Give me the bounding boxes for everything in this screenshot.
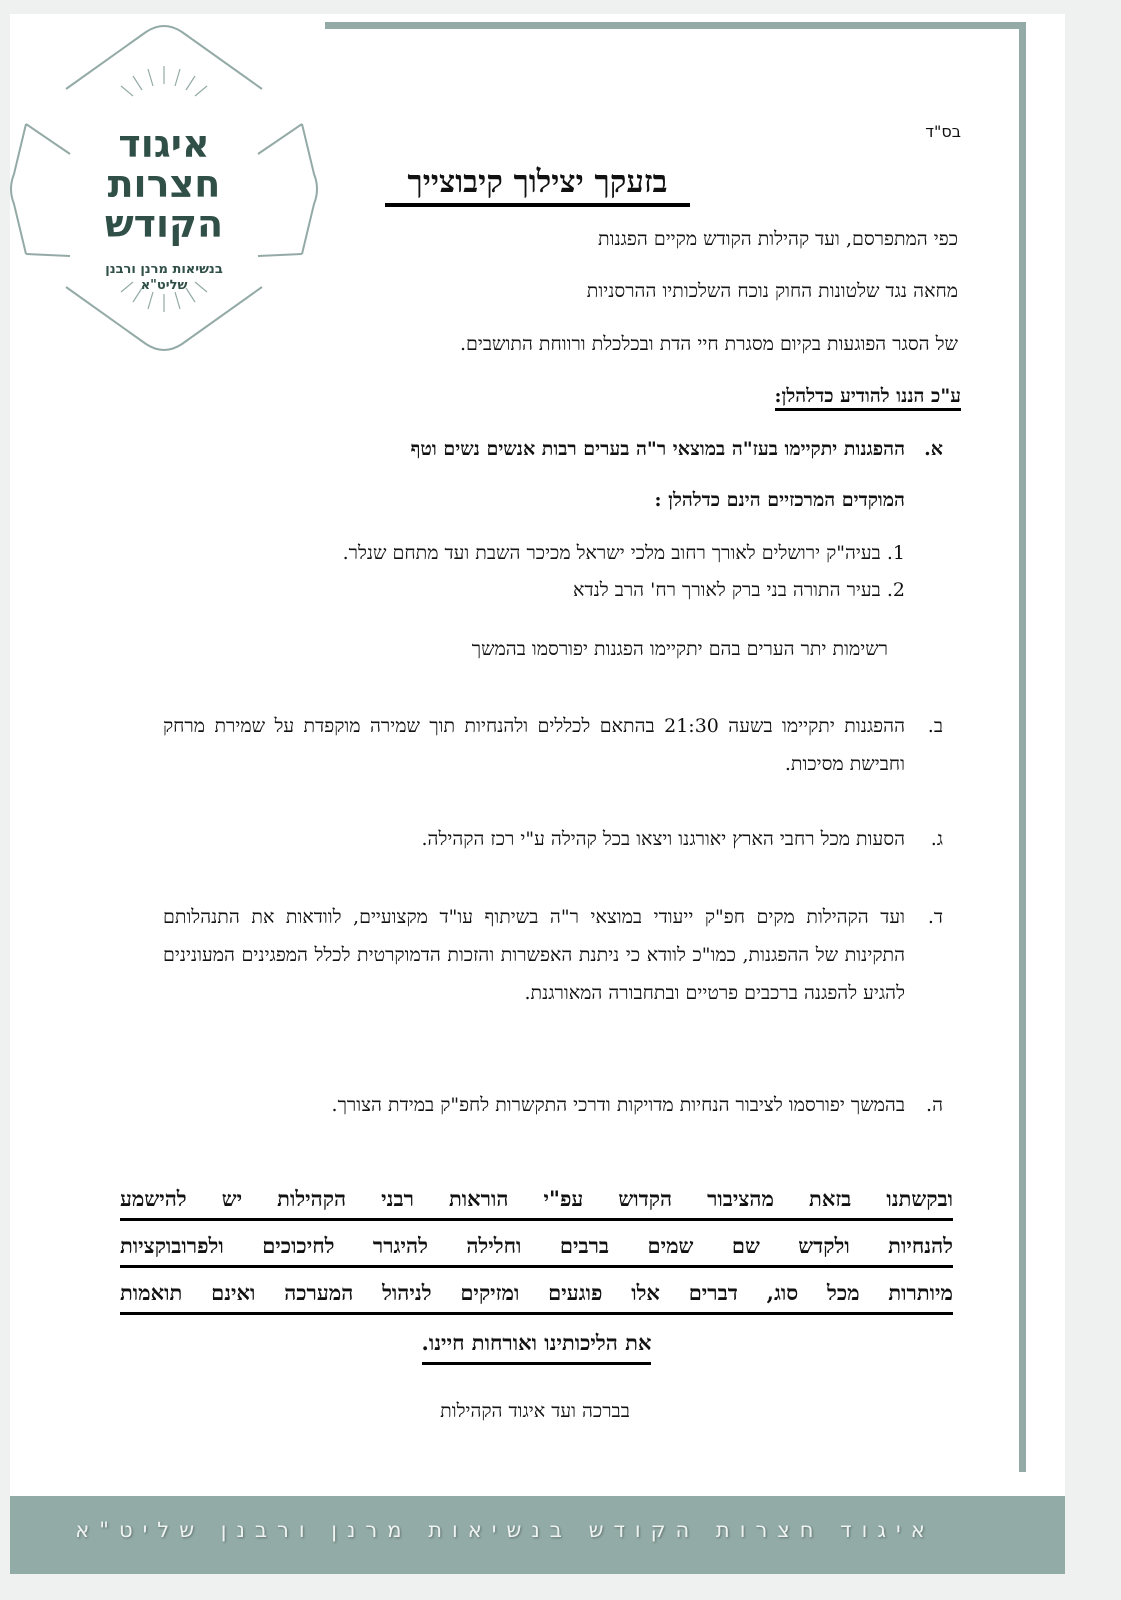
item-marker: ב. xyxy=(927,715,943,737)
organization-logo xyxy=(8,24,320,354)
closing-line: מיותרות מכל סוג, דברים אלו פוגעים ומזיקים לניהול המערכה ואינם תואמות xyxy=(120,1274,953,1315)
item-c-text: הסעות מכל רחבי הארץ יאורגנו ויצאו בכל קהילה ע"י רכז הקהילה. xyxy=(421,828,905,850)
location-text: בעיה"ק ירושלים לאורך רחוב מלכי ישראל מכיכר השבת ועד מתחם שנלר. xyxy=(342,542,881,564)
footer-text: איגוד חצרות הקודש בנשיאות מרנן ורבנן שליט"א xyxy=(75,1518,935,1542)
item-a xyxy=(163,430,943,468)
item-marker: א. xyxy=(924,438,943,460)
announce-heading xyxy=(561,383,961,409)
logo-subtitle-line: שליט"א xyxy=(140,278,188,293)
intro-line: של הסגר הפוגעות בקיום מסגרת חיי הדת ובכלכלת ורווחת התושבים. xyxy=(460,333,958,355)
closing-line: את הליכותינו ואורחות חיינו. xyxy=(422,1324,652,1365)
announce-text: ע"כ הננו להודיע כדלהלן: xyxy=(775,385,961,411)
signature: בברכה ועד איגוד הקהילות xyxy=(440,1400,630,1422)
location-item xyxy=(105,577,905,603)
item-marker: ה. xyxy=(926,1094,943,1116)
logo-subtitle-line: בנשיאות מרנן ורבנן xyxy=(105,262,223,277)
frame-top-border xyxy=(325,22,1025,29)
logo-title-line: חצרות xyxy=(107,162,221,206)
intro-line: כפי המתפרסם, ועד קהילות הקודש מקיים הפגנות xyxy=(598,228,958,250)
item-c xyxy=(163,820,943,858)
logo-title-line: הקודש xyxy=(104,202,224,246)
footer-bar xyxy=(10,1496,1065,1574)
location-number: 1. xyxy=(886,542,905,564)
item-e xyxy=(163,1086,943,1124)
closing-line: להנחיות ולקדש שם שמים ברבים וחלילה להיגרר לחיכוכים ולפרובוקציות xyxy=(120,1227,953,1268)
item-d xyxy=(163,898,943,1012)
cities-note: רשימות יתר הערים בהם יתקיימו הפגנות יפורסמו בהמשך xyxy=(471,638,888,660)
bsd-header: בס"ד xyxy=(925,122,961,141)
logo-subtitle xyxy=(74,262,254,294)
closing-request xyxy=(120,1180,953,1371)
location-item xyxy=(105,540,905,566)
intro-line: מחאה נגד שלטונות החוק נוכח השלכותיו ההרסניות xyxy=(586,280,958,302)
item-a-text: ההפגנות יתקיימו בעז"ה במוצאי ר"ה בערים רבות אנשים נשים וטף xyxy=(410,438,905,460)
item-d-text: ועד הקהילות מקים חפ"ק ייעודי במוצאי ר"ה בשיתוף עו"ד מקצועיים, לוודאות את התנהלותם התקינות של ההפגנות, כמו"כ לוודא כי ניתנת האפשרות והזכות הדמוקרטית לכלל המפגינים המעונינים להגיע להפגנה ברכבים פרטיים ובתחבורה המאורגנת. xyxy=(163,906,905,1004)
logo-title xyxy=(84,124,244,244)
item-b xyxy=(163,707,943,783)
item-e-text: בהמשך יפורסמו לציבור הנחיות מדויקות ודרכי התקשרות לחפ"ק במידת הצורך. xyxy=(331,1094,905,1116)
location-text: בעיר התורה בני ברק לאורך רח' הרב לנדא xyxy=(573,579,881,601)
item-b-text: ההפגנות יתקיימו בשעה 21:30 בהתאם לכללים ולהנחיות תוך שמירה מוקפדת על שמירת מרחק וחבישת מסיכות. xyxy=(163,715,905,775)
item-marker: ג. xyxy=(930,828,943,850)
closing-line: ובקשתנו בזאת מהציבור הקדוש עפ"י הוראות רבני הקהילות יש להישמע xyxy=(120,1180,953,1221)
logo-title-line: איגוד xyxy=(118,122,210,166)
item-marker: ד. xyxy=(927,906,943,928)
item-a-locations-heading: המוקדים המרכזיים הינם כדלהלן : xyxy=(654,489,905,511)
frame-right-border xyxy=(1019,22,1026,1472)
location-number: 2. xyxy=(886,579,905,601)
document-title: בזעקך יצילוך קיבוצייך xyxy=(385,163,690,207)
